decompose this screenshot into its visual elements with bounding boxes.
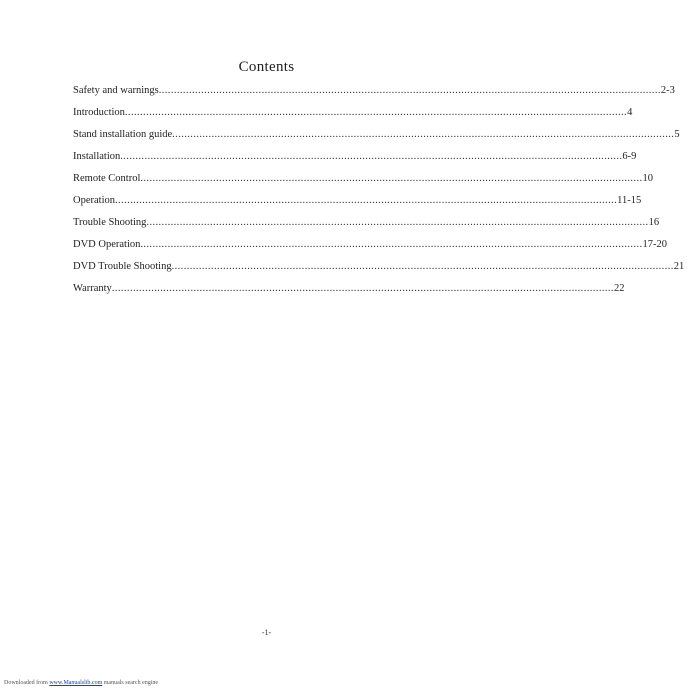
toc-entry-label: Remote Control bbox=[73, 173, 141, 184]
toc-entry-label: Operation bbox=[73, 195, 115, 206]
toc-dot-leader: ...................................................................................................................................................................... bbox=[140, 239, 643, 250]
manualslib-link[interactable]: www.Manualslib.com bbox=[49, 680, 103, 686]
toc-entry-warranty bbox=[73, 282, 625, 304]
toc-dot-leader: ...................................................................................................................................................................... bbox=[172, 129, 675, 140]
toc-entry-page: 21 bbox=[673, 261, 685, 272]
toc-dot-leader: ...................................................................................................................................................................... bbox=[171, 261, 674, 272]
toc-entry-stand-installation-guide bbox=[73, 128, 680, 150]
toc-dot-leader: ...................................................................................................................................................................... bbox=[146, 217, 649, 228]
toc-entry-page: 22 bbox=[613, 283, 625, 294]
toc-entry-label: Installation bbox=[73, 151, 121, 162]
toc-entry-label: Warranty bbox=[73, 283, 112, 294]
page-title: Contents bbox=[238, 59, 295, 75]
table-of-contents bbox=[73, 84, 685, 304]
download-footer bbox=[4, 680, 158, 686]
toc-dot-leader: ...................................................................................................................................................................... bbox=[158, 85, 661, 96]
toc-entry-dvd-trouble-shooting bbox=[73, 260, 685, 282]
footer-prefix: Downloaded from bbox=[4, 680, 48, 686]
toc-entry-label: DVD Operation bbox=[73, 239, 141, 250]
toc-dot-leader: ...................................................................................................................................................................... bbox=[115, 195, 618, 206]
toc-entry-safety-and-warnings bbox=[73, 84, 675, 106]
toc-entry-remote-control bbox=[73, 172, 654, 194]
toc-entry-label: Introduction bbox=[73, 107, 125, 118]
toc-dot-leader: ...................................................................................................................................................................... bbox=[111, 283, 614, 294]
toc-entry-page: 6-9 bbox=[622, 151, 637, 162]
toc-entry-introduction bbox=[73, 106, 633, 128]
page-number: -1- bbox=[261, 628, 272, 637]
toc-entry-operation bbox=[73, 194, 642, 216]
toc-entry-label: DVD Trouble Shooting bbox=[73, 261, 172, 272]
toc-entry-page: 2-3 bbox=[660, 85, 675, 96]
toc-entry-page: 10 bbox=[642, 173, 654, 184]
toc-entry-installation bbox=[73, 150, 637, 172]
toc-entry-dvd-operation bbox=[73, 238, 668, 260]
toc-entry-page: 4 bbox=[627, 107, 633, 118]
toc-entry-label: Trouble Shooting bbox=[73, 217, 147, 228]
toc-dot-leader: ...................................................................................................................................................................... bbox=[124, 107, 628, 118]
toc-entry-page: 17-20 bbox=[642, 239, 668, 250]
toc-entry-page: 11-15 bbox=[617, 195, 642, 206]
toc-entry-label: Safety and warnings bbox=[73, 85, 159, 96]
toc-entry-trouble-shooting bbox=[73, 216, 660, 238]
toc-entry-page: 16 bbox=[648, 217, 660, 228]
footer-suffix: manuals search engine bbox=[103, 680, 159, 686]
toc-dot-leader: ...................................................................................................................................................................... bbox=[140, 173, 643, 184]
toc-dot-leader: ...................................................................................................................................................................... bbox=[120, 151, 623, 162]
toc-entry-page: 5 bbox=[674, 129, 680, 140]
toc-entry-label: Stand installation guide bbox=[73, 129, 173, 140]
